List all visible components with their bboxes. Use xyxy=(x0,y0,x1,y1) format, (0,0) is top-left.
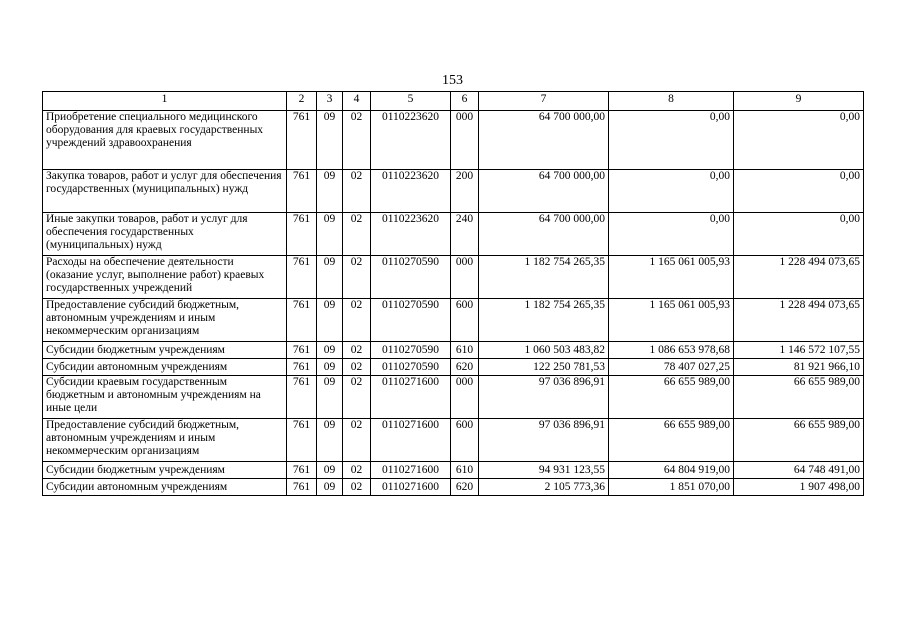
column-header: 3 xyxy=(317,92,343,111)
cell-code-4: 02 xyxy=(343,213,371,256)
cell-value-7: 97 036 896,91 xyxy=(479,376,609,419)
cell-value-9: 0,00 xyxy=(734,170,864,213)
cell-code-6: 600 xyxy=(451,419,479,462)
cell-value-9: 1 907 498,00 xyxy=(734,479,864,496)
cell-code-5: 0110223620 xyxy=(371,111,451,170)
cell-code-4: 02 xyxy=(343,462,371,479)
cell-code-4: 02 xyxy=(343,256,371,299)
cell-code-3: 09 xyxy=(317,462,343,479)
column-header: 2 xyxy=(287,92,317,111)
cell-code-5: 0110270590 xyxy=(371,359,451,376)
cell-code-5: 0110271600 xyxy=(371,479,451,496)
cell-value-9: 81 921 966,10 xyxy=(734,359,864,376)
row-name: Расходы на обеспечение деятельности (оказание услуг, выполнение работ) краевых государственных учреждений xyxy=(43,256,287,299)
table-row xyxy=(43,170,864,213)
cell-value-9: 64 748 491,00 xyxy=(734,462,864,479)
cell-value-8: 78 407 027,25 xyxy=(609,359,734,376)
cell-code-5: 0110223620 xyxy=(371,170,451,213)
cell-code-3: 09 xyxy=(317,299,343,342)
row-name: Приобретение специального медицинского оборудования для краевых государственных учреждений здравоохранения xyxy=(43,111,287,170)
cell-value-8: 64 804 919,00 xyxy=(609,462,734,479)
cell-code-3: 09 xyxy=(317,170,343,213)
cell-code-6: 000 xyxy=(451,256,479,299)
cell-code-4: 02 xyxy=(343,376,371,419)
cell-code-2: 761 xyxy=(287,342,317,359)
cell-code-4: 02 xyxy=(343,479,371,496)
cell-value-7: 97 036 896,91 xyxy=(479,419,609,462)
row-name: Субсидии автономным учреждениям xyxy=(43,479,287,496)
cell-code-6: 000 xyxy=(451,111,479,170)
cell-code-5: 0110270590 xyxy=(371,299,451,342)
cell-code-2: 761 xyxy=(287,419,317,462)
cell-value-9: 1 146 572 107,55 xyxy=(734,342,864,359)
table-row xyxy=(43,462,864,479)
row-name: Иные закупки товаров, работ и услуг для обеспечения государственных (муниципальных) нужд xyxy=(43,213,287,256)
budget-table xyxy=(42,91,864,496)
cell-code-2: 761 xyxy=(287,359,317,376)
column-header: 9 xyxy=(734,92,864,111)
cell-value-8: 66 655 989,00 xyxy=(609,376,734,419)
cell-code-4: 02 xyxy=(343,342,371,359)
table-row xyxy=(43,419,864,462)
row-name: Предоставление субсидий бюджетным, автономным учреждениям и иным некоммерческим организациям xyxy=(43,299,287,342)
cell-value-9: 66 655 989,00 xyxy=(734,376,864,419)
cell-code-4: 02 xyxy=(343,419,371,462)
cell-value-8: 0,00 xyxy=(609,213,734,256)
row-name: Субсидии краевым государственным бюджетным и автономным учреждениям на иные цели xyxy=(43,376,287,419)
table-row xyxy=(43,359,864,376)
cell-value-9: 1 228 494 073,65 xyxy=(734,256,864,299)
table-row xyxy=(43,256,864,299)
cell-code-4: 02 xyxy=(343,299,371,342)
cell-value-8: 0,00 xyxy=(609,170,734,213)
cell-value-9: 66 655 989,00 xyxy=(734,419,864,462)
table-row xyxy=(43,299,864,342)
cell-value-7: 64 700 000,00 xyxy=(479,213,609,256)
cell-code-2: 761 xyxy=(287,111,317,170)
cell-code-3: 09 xyxy=(317,359,343,376)
cell-code-6: 240 xyxy=(451,213,479,256)
column-header: 5 xyxy=(371,92,451,111)
cell-code-5: 0110223620 xyxy=(371,213,451,256)
table-row xyxy=(43,376,864,419)
cell-value-8: 0,00 xyxy=(609,111,734,170)
cell-value-7: 122 250 781,53 xyxy=(479,359,609,376)
cell-code-5: 0110271600 xyxy=(371,376,451,419)
cell-code-2: 761 xyxy=(287,376,317,419)
cell-code-2: 761 xyxy=(287,299,317,342)
column-header: 6 xyxy=(451,92,479,111)
cell-value-7: 1 060 503 483,82 xyxy=(479,342,609,359)
cell-code-6: 610 xyxy=(451,462,479,479)
header-row xyxy=(43,92,864,111)
cell-code-6: 620 xyxy=(451,359,479,376)
cell-code-5: 0110270590 xyxy=(371,342,451,359)
cell-value-7: 94 931 123,55 xyxy=(479,462,609,479)
row-name: Субсидии бюджетным учреждениям xyxy=(43,342,287,359)
cell-code-3: 09 xyxy=(317,111,343,170)
cell-code-2: 761 xyxy=(287,170,317,213)
cell-code-5: 0110271600 xyxy=(371,462,451,479)
row-name: Предоставление субсидий бюджетным, автономным учреждениям и иным некоммерческим организациям xyxy=(43,419,287,462)
cell-code-6: 620 xyxy=(451,479,479,496)
cell-value-9: 0,00 xyxy=(734,213,864,256)
cell-code-6: 600 xyxy=(451,299,479,342)
cell-value-8: 1 165 061 005,93 xyxy=(609,256,734,299)
table-row xyxy=(43,479,864,496)
cell-code-6: 200 xyxy=(451,170,479,213)
cell-value-8: 1 165 061 005,93 xyxy=(609,299,734,342)
column-header: 1 xyxy=(43,92,287,111)
column-header: 4 xyxy=(343,92,371,111)
table-row xyxy=(43,342,864,359)
cell-code-5: 0110270590 xyxy=(371,256,451,299)
cell-value-7: 64 700 000,00 xyxy=(479,170,609,213)
cell-code-6: 000 xyxy=(451,376,479,419)
cell-value-8: 1 851 070,00 xyxy=(609,479,734,496)
cell-code-2: 761 xyxy=(287,479,317,496)
cell-code-3: 09 xyxy=(317,256,343,299)
cell-code-4: 02 xyxy=(343,111,371,170)
table-row xyxy=(43,111,864,170)
cell-code-3: 09 xyxy=(317,419,343,462)
cell-code-4: 02 xyxy=(343,170,371,213)
cell-code-5: 0110271600 xyxy=(371,419,451,462)
cell-code-3: 09 xyxy=(317,376,343,419)
column-header: 7 xyxy=(479,92,609,111)
cell-value-7: 2 105 773,36 xyxy=(479,479,609,496)
page-number: 153 xyxy=(442,73,463,88)
cell-value-8: 66 655 989,00 xyxy=(609,419,734,462)
cell-value-8: 1 086 653 978,68 xyxy=(609,342,734,359)
row-name: Субсидии бюджетным учреждениям xyxy=(43,462,287,479)
cell-value-7: 1 182 754 265,35 xyxy=(479,299,609,342)
cell-code-2: 761 xyxy=(287,213,317,256)
cell-value-7: 1 182 754 265,35 xyxy=(479,256,609,299)
cell-value-9: 0,00 xyxy=(734,111,864,170)
column-header: 8 xyxy=(609,92,734,111)
cell-value-7: 64 700 000,00 xyxy=(479,111,609,170)
cell-code-6: 610 xyxy=(451,342,479,359)
cell-code-4: 02 xyxy=(343,359,371,376)
table-row xyxy=(43,213,864,256)
row-name: Закупка товаров, работ и услуг для обеспечения государственных (муниципальных) нужд xyxy=(43,170,287,213)
cell-code-3: 09 xyxy=(317,213,343,256)
cell-code-2: 761 xyxy=(287,256,317,299)
row-name: Субсидии автономным учреждениям xyxy=(43,359,287,376)
cell-code-2: 761 xyxy=(287,462,317,479)
cell-code-3: 09 xyxy=(317,479,343,496)
cell-code-3: 09 xyxy=(317,342,343,359)
cell-value-9: 1 228 494 073,65 xyxy=(734,299,864,342)
